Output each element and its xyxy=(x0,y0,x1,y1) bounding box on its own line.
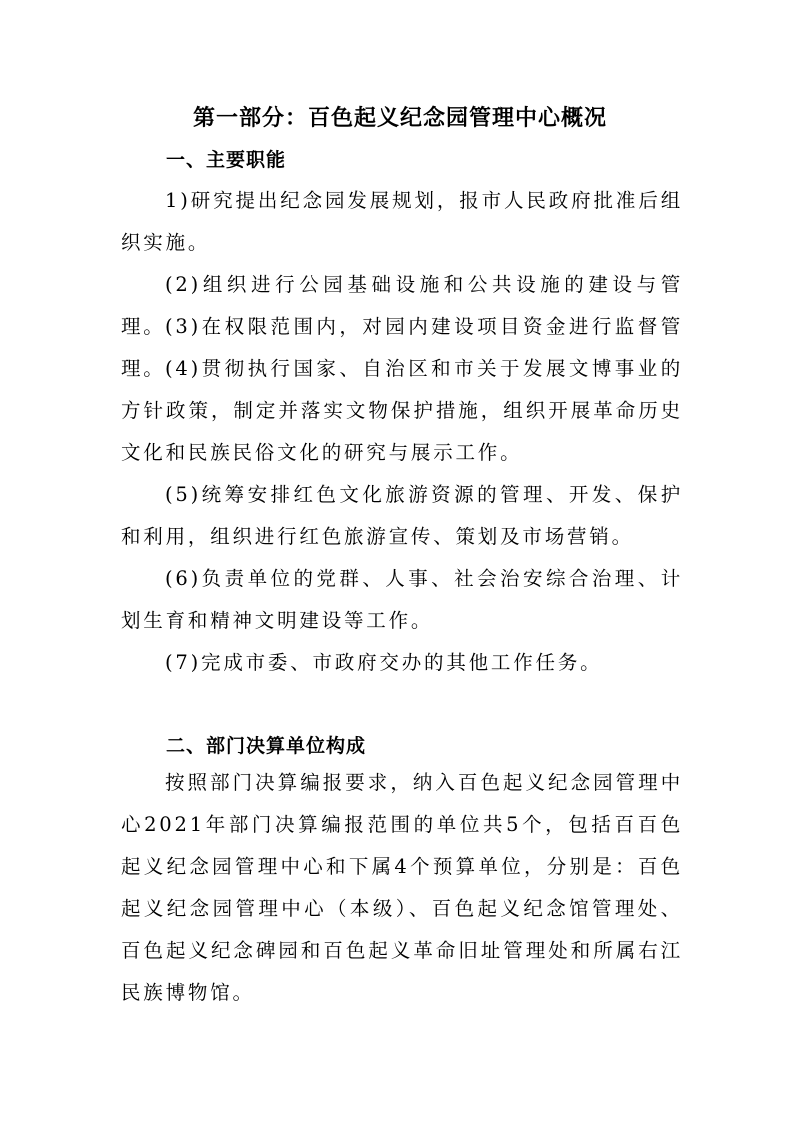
function-item-6: (6)负责单位的党群、人事、社会治安综合治理、计划生育和精神文明建设等工作。 xyxy=(121,567,683,632)
function-item-3: (3)在权限范围内，对园内建设项目资金进行监督管理。 xyxy=(121,315,683,380)
function-item-7: (7)完成市委、市政府交办的其他工作任务。 xyxy=(165,651,603,674)
function-item-4: (4)贯彻执行国家、自治区和市关于发展文博事业的方针政策，制定并落实文物保护措施，组织开展革命历史文化和民族民俗文化的研究与展示工作。 xyxy=(121,357,683,464)
function-item-5: (5)统筹安排红色文化旅游资源的管理、开发、保护和利用，组织进行红色旅游宣传、策划及市场营销。 xyxy=(121,483,683,548)
page-title: 第一部分：百色起义纪念园管理中心概况 xyxy=(192,106,607,131)
unit-composition-paragraph: 按照部门决算编报要求，纳入百色起义纪念园管理中心2021年部门决算编报范围的单位共5个，包括百百色起义纪念园管理中心和下属4个预算单位，分别是：百色起义纪念园管理中心（本级）、百色起义纪念馆管理处、百色起义纪念碑园和百色起义革命旧址管理处和所属右江民族博物馆。 xyxy=(121,771,683,1004)
section-heading-main-functions: 一、主要职能 xyxy=(166,149,287,171)
function-item-1: 1)研究提出纪念园发展规划，报市人民政府批准后组织实施。 xyxy=(121,189,683,254)
section-heading-unit-composition: 二、部门决算单位构成 xyxy=(166,735,367,757)
function-item-2: (2)组织进行公园基础设施和公共设施的建设与管理。 xyxy=(121,273,683,338)
